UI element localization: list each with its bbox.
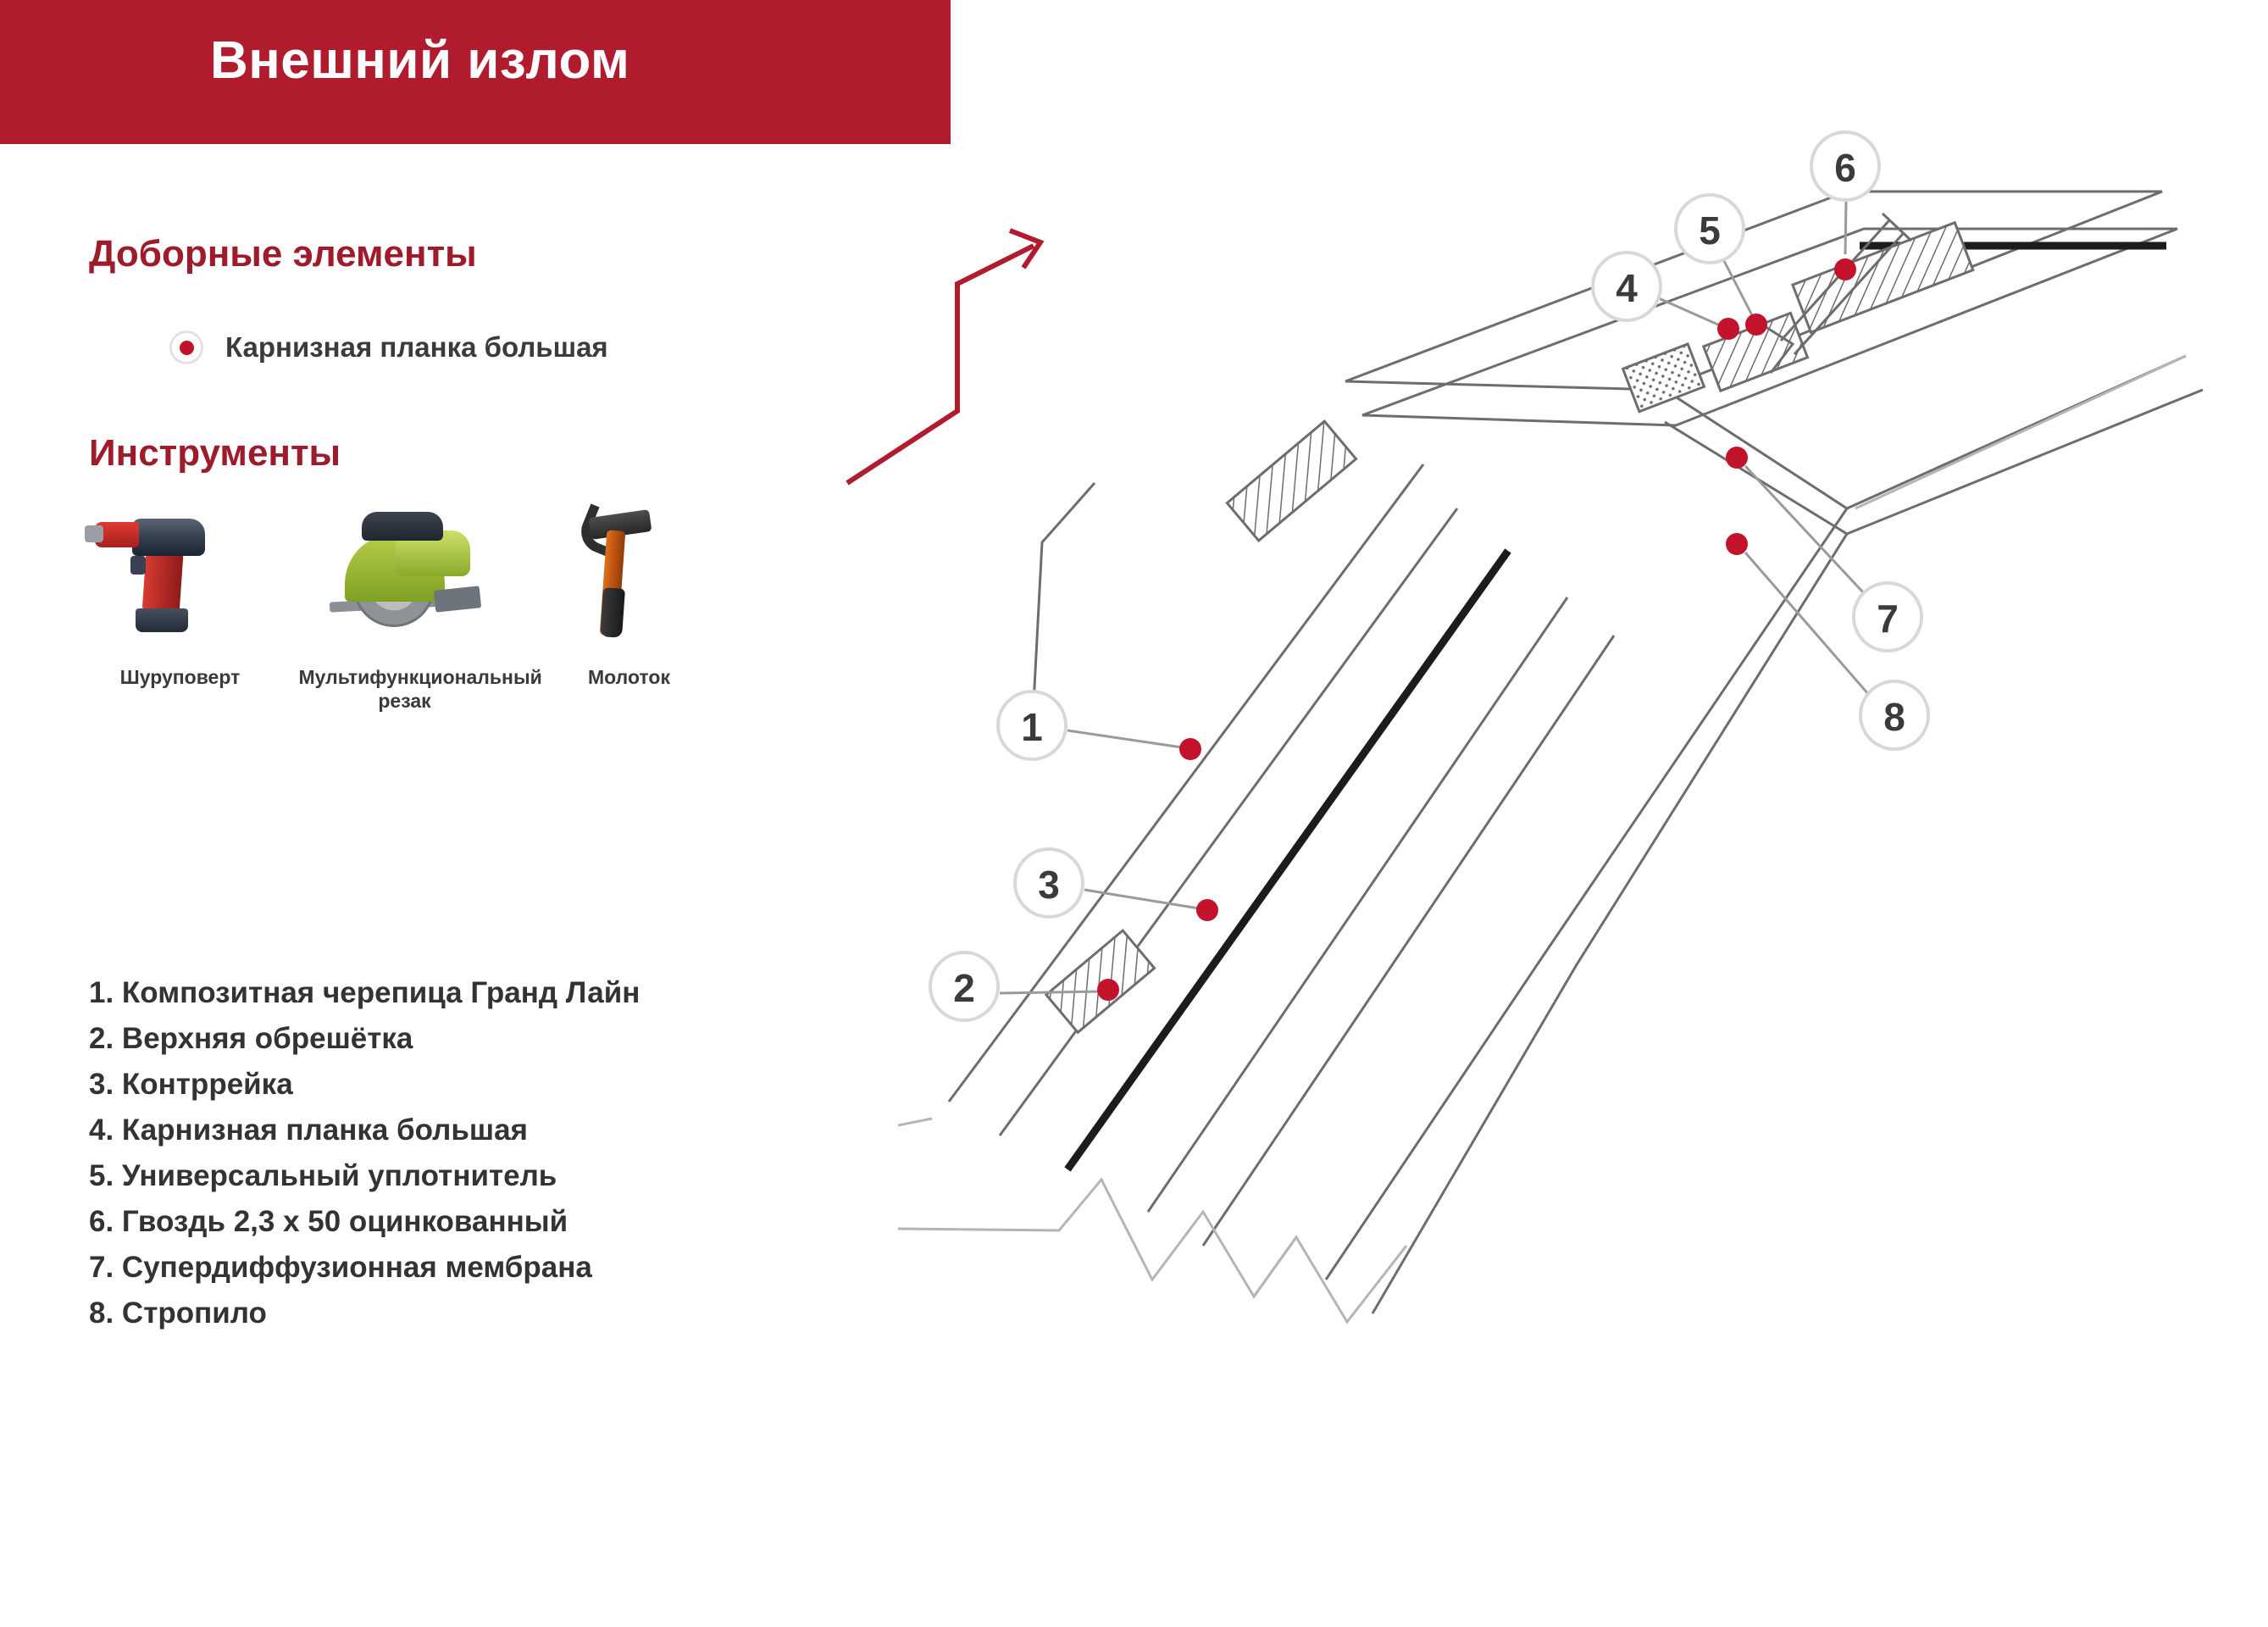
- legend-item: 1. Композитная черепица Гранд Лайн: [89, 976, 640, 1009]
- roof-assembly-diagram: [898, 110, 2268, 1551]
- svg-text:2: 2: [953, 966, 975, 1010]
- callout-5: [1676, 195, 1752, 315]
- svg-text:1: 1: [1021, 705, 1043, 749]
- callout-3: [1015, 849, 1199, 917]
- svg-text:7: 7: [1877, 597, 1899, 641]
- tool-caption: Шуруповерт: [119, 666, 241, 688]
- page-title: Внешний излом: [210, 31, 630, 90]
- section-heading-tools: Инструменты: [89, 432, 341, 474]
- legend-item: 5. Универсальный уплотнитель: [89, 1159, 557, 1192]
- drill-icon: [83, 500, 278, 652]
- svg-text:6: 6: [1834, 146, 1856, 190]
- tool-caption: Мультифункциональный резак: [298, 666, 542, 712]
- tool-item: [292, 500, 542, 713]
- legend-item: 2. Верхняя обрешётка: [89, 1022, 413, 1055]
- header-banner: [0, 0, 951, 144]
- circular-saw-icon: [308, 500, 502, 652]
- svg-text:3: 3: [1038, 863, 1060, 907]
- legend-item: 6. Гвоздь 2,3 х 50 оцинкованный: [89, 1205, 568, 1238]
- left-panel: [0, 144, 951, 1627]
- legend-list: [89, 970, 919, 1336]
- section-heading-additional-elements: Доборные элементы: [89, 233, 477, 275]
- legend-item: 3. Контррейка: [89, 1068, 293, 1101]
- legend-item: 8. Стропило: [89, 1297, 267, 1330]
- red-pointer-arrow: [813, 212, 1084, 517]
- callout-6: [1811, 132, 1879, 254]
- callout-1: [998, 691, 1182, 759]
- svg-text:5: 5: [1699, 208, 1721, 253]
- bullet-dot-icon: [169, 330, 203, 364]
- tools-row: [68, 500, 915, 713]
- additional-elements-list: [169, 330, 608, 364]
- hammer-icon: [532, 500, 727, 652]
- svg-text:8: 8: [1883, 695, 1905, 739]
- legend-item: 7. Супердиффузионная мембрана: [89, 1251, 592, 1284]
- svg-text:4: 4: [1616, 266, 1638, 310]
- tool-caption: Молоток: [588, 666, 670, 688]
- tool-item: [68, 500, 292, 690]
- tool-item: [517, 500, 741, 690]
- callout-7: [1745, 466, 1921, 651]
- legend-item: 4. Карнизная планка большая: [89, 1113, 528, 1147]
- list-item-label: Карнизная планка большая: [225, 331, 608, 363]
- list-item: [169, 330, 608, 364]
